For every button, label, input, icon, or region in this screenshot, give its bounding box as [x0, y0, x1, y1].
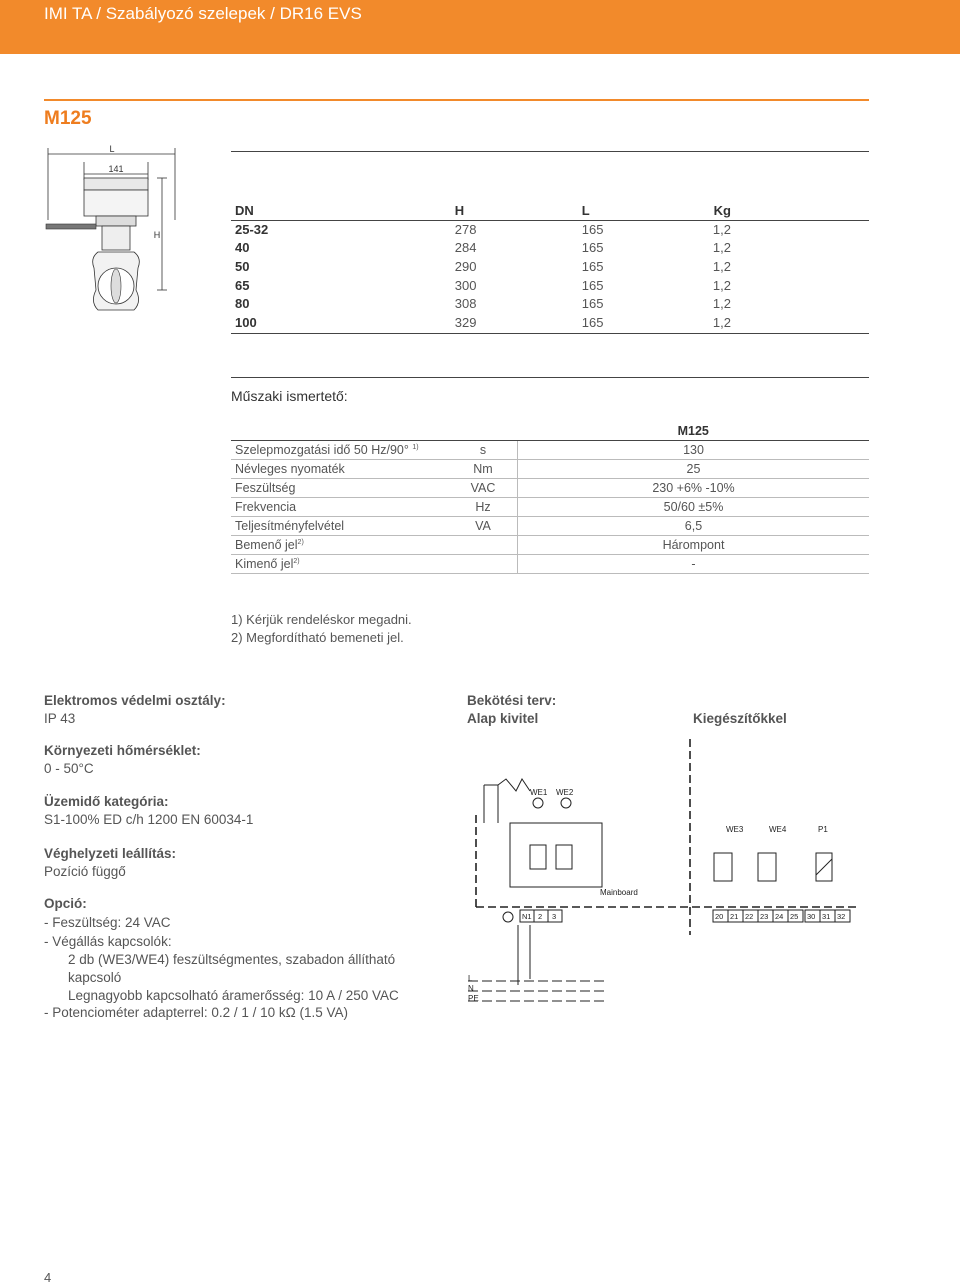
mainboard-label: Mainboard [600, 888, 638, 897]
table-cell: 1,2 [712, 296, 731, 312]
dims-top-rule [231, 151, 869, 152]
table-cell: 25-32 [235, 221, 269, 237]
terminal-label: 32 [837, 912, 846, 921]
tech-label-text: Frekvencia [235, 500, 297, 514]
tech-label [231, 498, 449, 517]
wiring-heading: Bekötési terv: [467, 693, 557, 708]
tech-value: 50/60 ±5% [518, 498, 870, 517]
dim-h-label: H [153, 230, 161, 240]
tech-unit [449, 536, 518, 555]
table-row [231, 257, 869, 276]
wiring-diagram [460, 735, 860, 1025]
tech-label [231, 479, 449, 498]
duty-value: S1-100% ED c/h 1200 EN 60034-1 [44, 812, 254, 827]
tech-label-text: Bemenő jel [235, 538, 298, 552]
option-line: kapcsoló [68, 970, 122, 985]
terminal-label: 21 [730, 912, 739, 921]
table-cell: 290 [454, 258, 477, 274]
header-title: IMI TA / Szabályozó szelepek / DR16 EVS [44, 4, 362, 23]
footnote-marker: 2) [293, 557, 300, 565]
table-cell: 284 [454, 240, 477, 256]
line-n-label: N [468, 984, 474, 993]
temperature-heading: Környezeti hőmérséklet: [44, 743, 201, 758]
tech-value: 25 [518, 460, 870, 479]
option-line: - Végállás kapcsolók: [44, 934, 172, 949]
section-rule [44, 99, 869, 101]
wiring-extras-heading: Kiegészítőkkel [693, 711, 787, 726]
table-cell: 300 [454, 277, 477, 293]
tech-label [231, 441, 449, 460]
table-cell: 1,2 [712, 240, 731, 256]
option-line: Legnagyobb kapcsolható áramerősség: 10 A / 250 VAC [68, 988, 399, 1003]
tech-value: - [518, 555, 870, 574]
table-cell: 65 [235, 277, 250, 293]
we1-label: WE1 [530, 788, 548, 797]
table-cell: 80 [235, 296, 250, 312]
dim-141-label: 141 [108, 164, 124, 174]
tech-label-text: Szelepmozgatási idő 50 Hz/90° [235, 443, 409, 457]
table-row [231, 313, 869, 332]
dims-col-h: H [454, 202, 465, 218]
tech-unit: s [449, 441, 518, 460]
table-cell: 40 [235, 240, 250, 256]
table-row [231, 498, 869, 517]
dims-col-kg: Kg [713, 202, 731, 218]
tech-col-m125: M125 [518, 422, 870, 441]
option-line: - Potenciométer adapterrel: 0.2 / 1 / 10 kΩ (1.5 VA) [44, 1005, 348, 1020]
dims-bottom-rule [231, 333, 869, 334]
table-cell: 1,2 [712, 277, 731, 293]
footnote-2: 2) Megfordítható bemeneti jel. [231, 630, 404, 645]
tech-header-row [231, 422, 869, 441]
tech-unit: VAC [449, 479, 518, 498]
terminal-label: 3 [552, 912, 557, 921]
tech-unit: VA [449, 517, 518, 536]
terminal-label: 24 [775, 912, 784, 921]
tech-label [231, 536, 449, 555]
tech-label-text: Teljesítményfelvétel [235, 519, 345, 533]
tech-value: Hárompont [518, 536, 870, 555]
tech-value: 6,5 [518, 517, 870, 536]
option-heading: Opció: [44, 896, 87, 911]
table-cell: 165 [581, 240, 604, 256]
dim-l-label: L [109, 144, 115, 154]
protection-value: IP 43 [44, 711, 76, 726]
table-cell: 278 [454, 221, 477, 237]
table-row [231, 460, 869, 479]
tech-table [231, 422, 869, 574]
p1-label: P1 [818, 825, 828, 834]
protection-heading: Elektromos védelmi osztály: [44, 693, 226, 708]
dims-col-dn: DN [235, 202, 254, 218]
option-line: - Feszültség: 24 VAC [44, 915, 171, 930]
table-row [231, 441, 869, 460]
table-row [231, 276, 869, 295]
footnote-1: 1) Kérjük rendeléskor megadni. [231, 612, 412, 627]
terminal-label: 25 [790, 912, 799, 921]
table-row [231, 294, 869, 313]
tech-label-text: Névleges nyomaték [235, 462, 345, 476]
table-cell: 1,2 [712, 221, 731, 237]
footnote-marker: 1) [412, 443, 419, 451]
table-cell: 165 [581, 258, 604, 274]
table-row [231, 517, 869, 536]
terminal-label: 22 [745, 912, 754, 921]
valve-drawing [40, 140, 180, 340]
table-cell: 165 [581, 221, 604, 237]
line-pe-label: PE [468, 994, 479, 1003]
table-cell: 329 [454, 314, 477, 330]
terminal-label: 23 [760, 912, 769, 921]
table-row [231, 536, 869, 555]
terminal-label: 20 [715, 912, 724, 921]
table-cell: 50 [235, 258, 250, 274]
table-row [231, 479, 869, 498]
tech-label-text: Kimenő jel [235, 557, 294, 571]
table-cell: 308 [454, 296, 477, 312]
we2-label: WE2 [556, 788, 574, 797]
terminal-label: 30 [807, 912, 816, 921]
we4-label: WE4 [769, 825, 787, 834]
table-cell: 165 [581, 277, 604, 293]
table-row [231, 555, 869, 574]
option-line: 2 db (WE3/WE4) feszültségmentes, szabadon állítható [68, 952, 396, 967]
we3-label: WE3 [726, 825, 744, 834]
tech-unit: Nm [449, 460, 518, 479]
table-row [231, 220, 869, 239]
wiring-basic-heading: Alap kivitel [467, 711, 539, 726]
table-row [231, 239, 869, 258]
terminal-label: N1 [522, 912, 532, 921]
duty-heading: Üzemidő kategória: [44, 794, 169, 809]
position-heading: Véghelyzeti leállítás: [44, 846, 177, 861]
dims-col-l: L [581, 202, 590, 218]
tech-label [231, 555, 449, 574]
tech-label [231, 517, 449, 536]
table-cell: 1,2 [712, 258, 731, 274]
tech-unit: Hz [449, 498, 518, 517]
table-cell: 165 [581, 314, 604, 330]
temperature-value: 0 - 50°C [44, 761, 94, 776]
tech-label-text: Feszültség [235, 481, 296, 495]
tech-unit [449, 555, 518, 574]
dims-header-row [231, 200, 869, 220]
table-cell: 1,2 [712, 314, 731, 330]
dimensions-table [231, 200, 869, 332]
tech-label [231, 460, 449, 479]
position-value: Pozíció függő [44, 864, 126, 879]
tech-value: 230 +6% -10% [518, 479, 870, 498]
table-cell: 165 [581, 296, 604, 312]
table-cell: 100 [235, 314, 257, 330]
terminal-label: 31 [822, 912, 831, 921]
tech-top-rule [231, 377, 869, 378]
line-l-label: L [468, 974, 473, 983]
section-title: M125 [44, 108, 92, 129]
tech-title: Műszaki ismertető: [231, 388, 348, 404]
footnote-marker: 2) [297, 538, 304, 546]
terminal-label: 2 [538, 912, 543, 921]
tech-value: 130 [518, 441, 870, 460]
page-number: 4 [44, 1270, 52, 1285]
